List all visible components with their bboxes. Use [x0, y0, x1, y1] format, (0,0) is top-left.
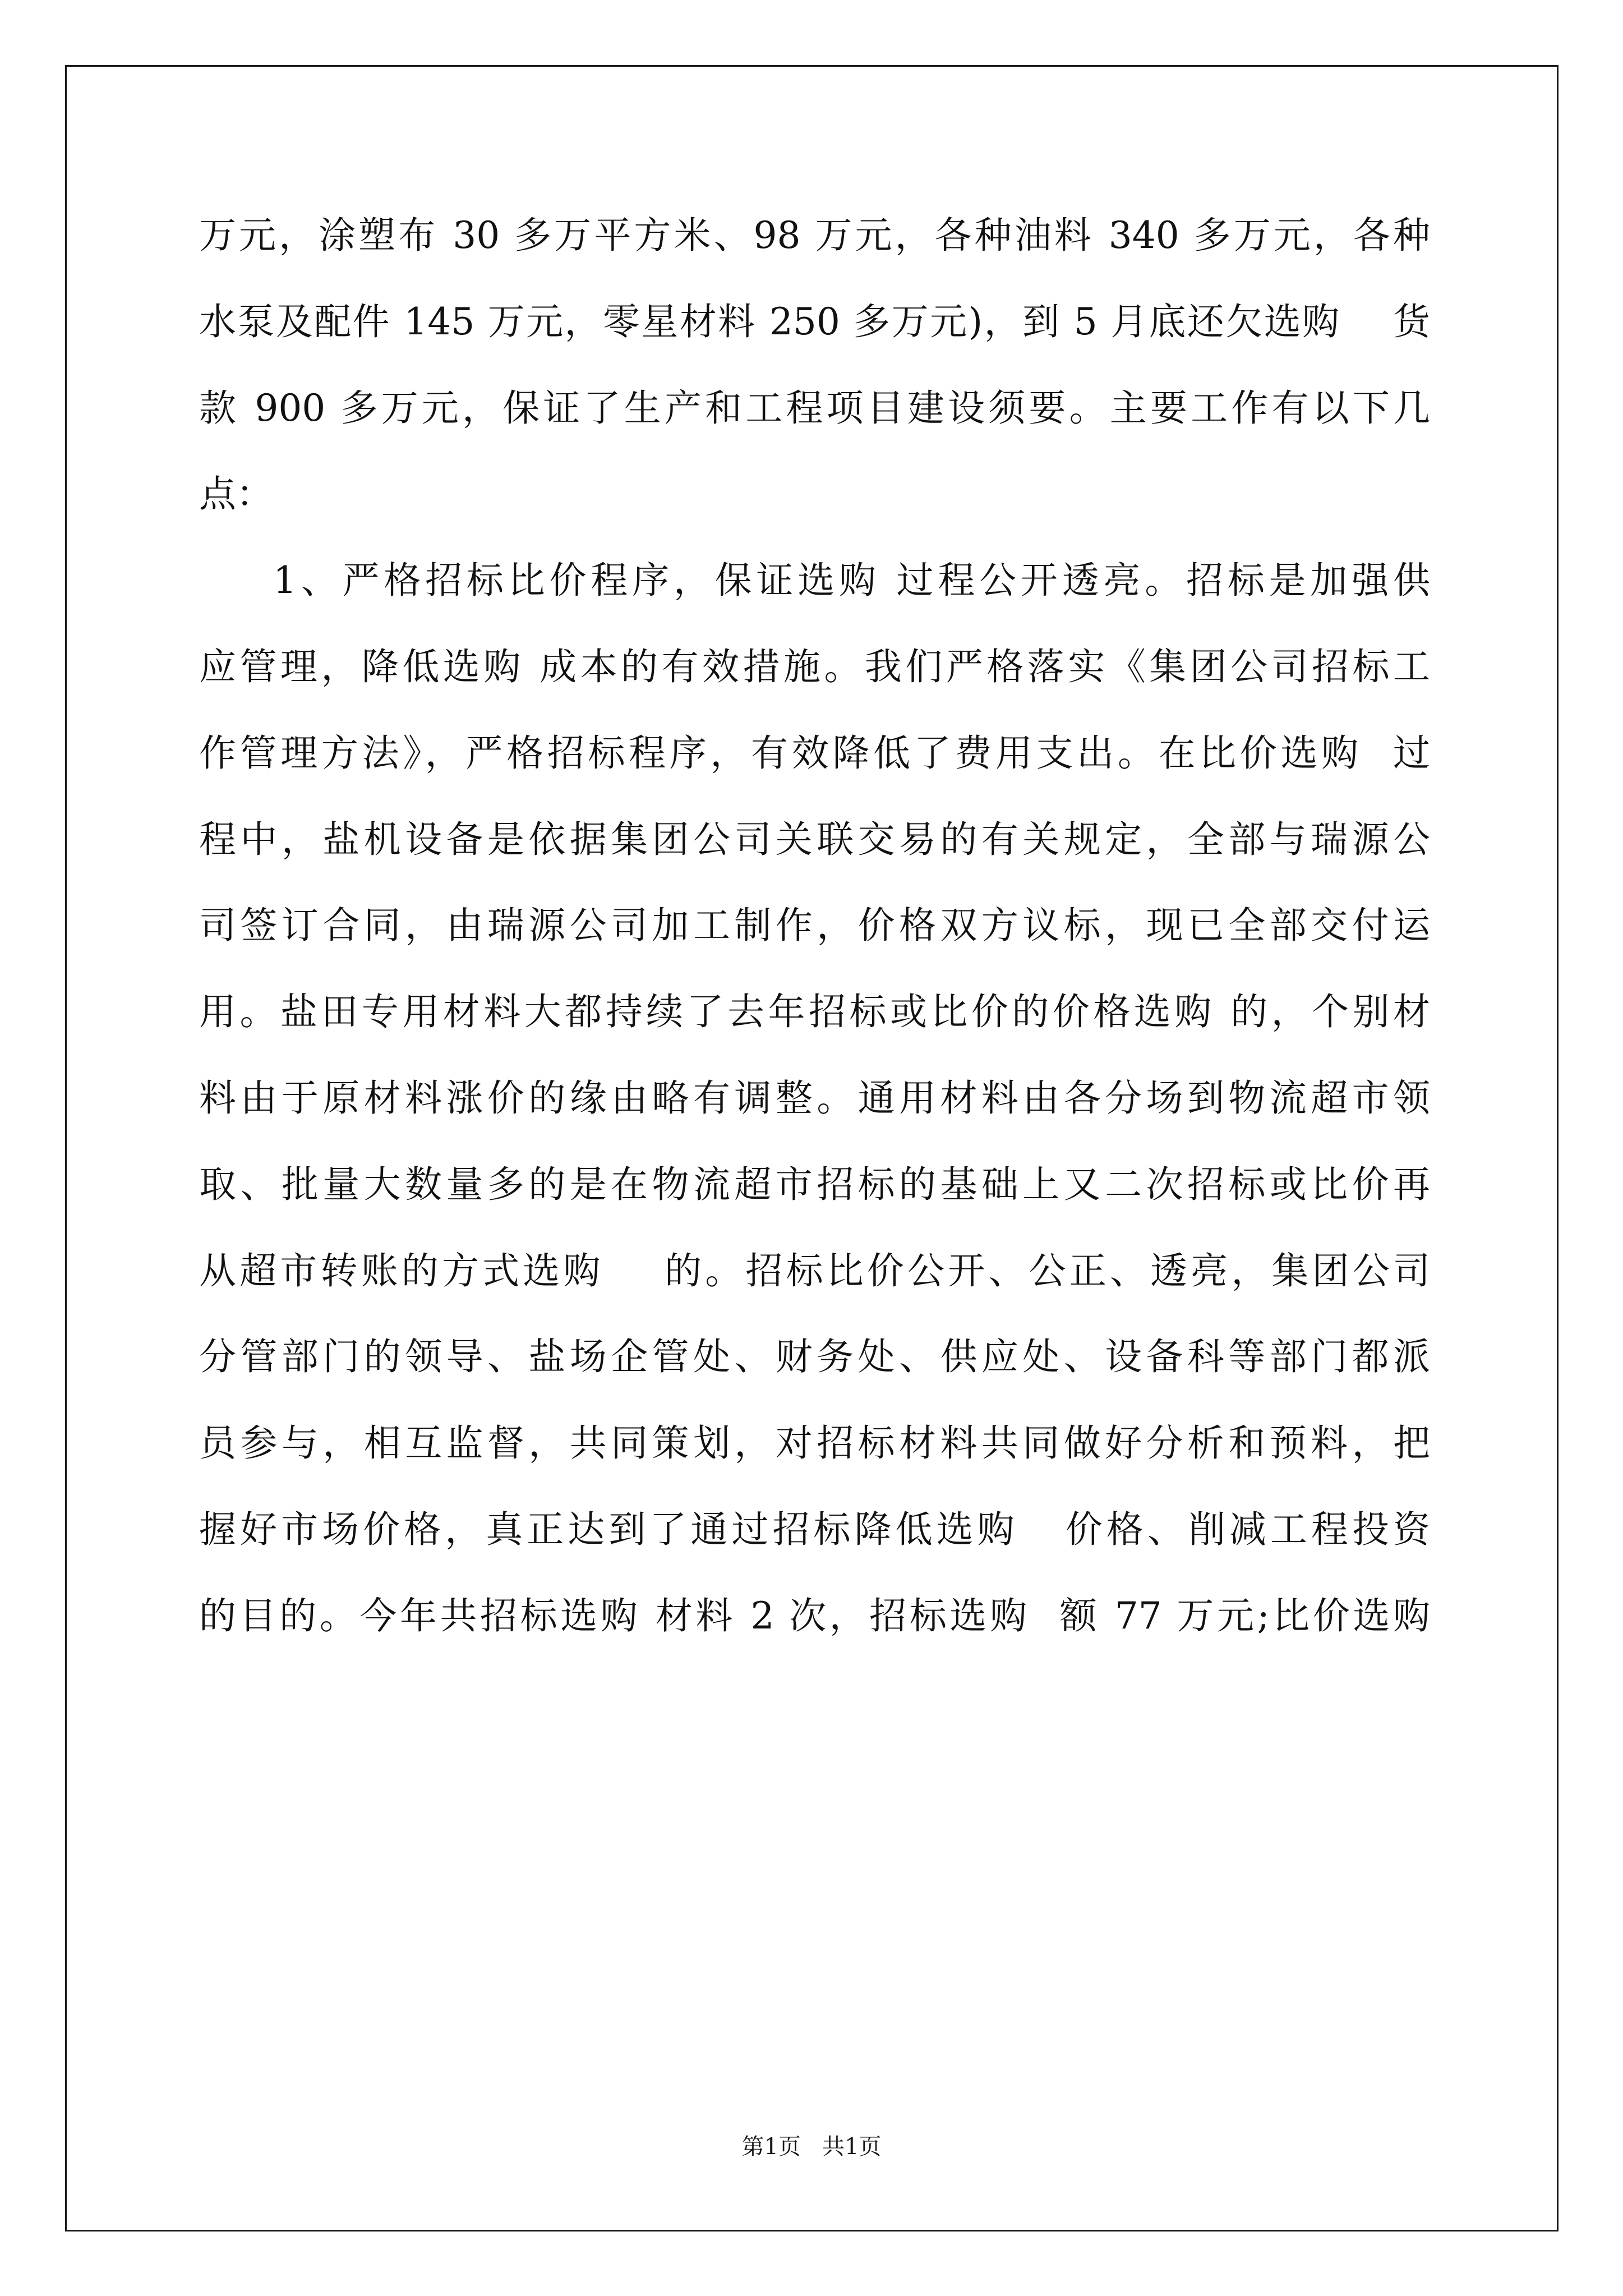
text-line: 分管部门的领导、盐场企管处、财务处、供应处、设备科等部门都派 — [199, 1335, 1430, 1379]
document-body — [199, 213, 1430, 1680]
text-line: 司签订合同，由瑞源公司加工制作，价格双方议标，现已全部交付运 — [199, 904, 1430, 947]
text-line: 程中，盐机设备是依据集团公司关联交易的有关规定，全部与瑞源公 — [199, 817, 1430, 861]
text-line: 点： — [199, 472, 273, 516]
text-line: 1、严格招标比价程序，保证选购 过程公开透亮。招标是加强供 — [273, 559, 1430, 602]
text-line: 万元，涂塑布 30 多万平方米、98 万元，各种油料 340 多万元，各种 — [199, 214, 1430, 257]
text-line: 员参与，相互监督，共同策划，对招标材料共同做好分析和预料，把 — [199, 1421, 1430, 1465]
text-line: 应管理，降低选购 成本的有效措施。我们严格落实《集团公司招标工 — [199, 645, 1430, 688]
text-line: 握好市场价格，真正达到了通过招标降低选购 价格、削减工程投资 — [199, 1507, 1430, 1551]
text-line: 款 900 多万元，保证了生产和工程项目建设须要。主要工作有以下几 — [199, 386, 1430, 430]
text-line: 料由于原材料涨价的缘由略有调整。通用材料由各分场到物流超市领 — [199, 1076, 1430, 1120]
text-line: 作管理方法》，严格招标程序，有效降低了费用支出。在比价选购 过 — [199, 731, 1430, 775]
text-line: 用。盐田专用材料大都持续了去年招标或比价的价格选购 的，个别材 — [199, 990, 1430, 1034]
text-line: 取、批量大数量多的是在物流超市招标的基础上又二次招标或比价再 — [199, 1162, 1430, 1206]
text-line: 从超市转账的方式选购 的。招标比价公开、公正、透亮，集团公司 — [199, 1249, 1430, 1292]
text-line: 水泵及配件 145 万元，零星材料 250 多万元)，到 5 月底还欠选购 货 — [199, 300, 1430, 343]
text-line: 的目的。今年共招标选购 材料 2 次，招标选购 额 77 万元;比价选购 — [199, 1594, 1430, 1637]
page-number-footer: 第1页 共1页 — [741, 2134, 882, 2160]
